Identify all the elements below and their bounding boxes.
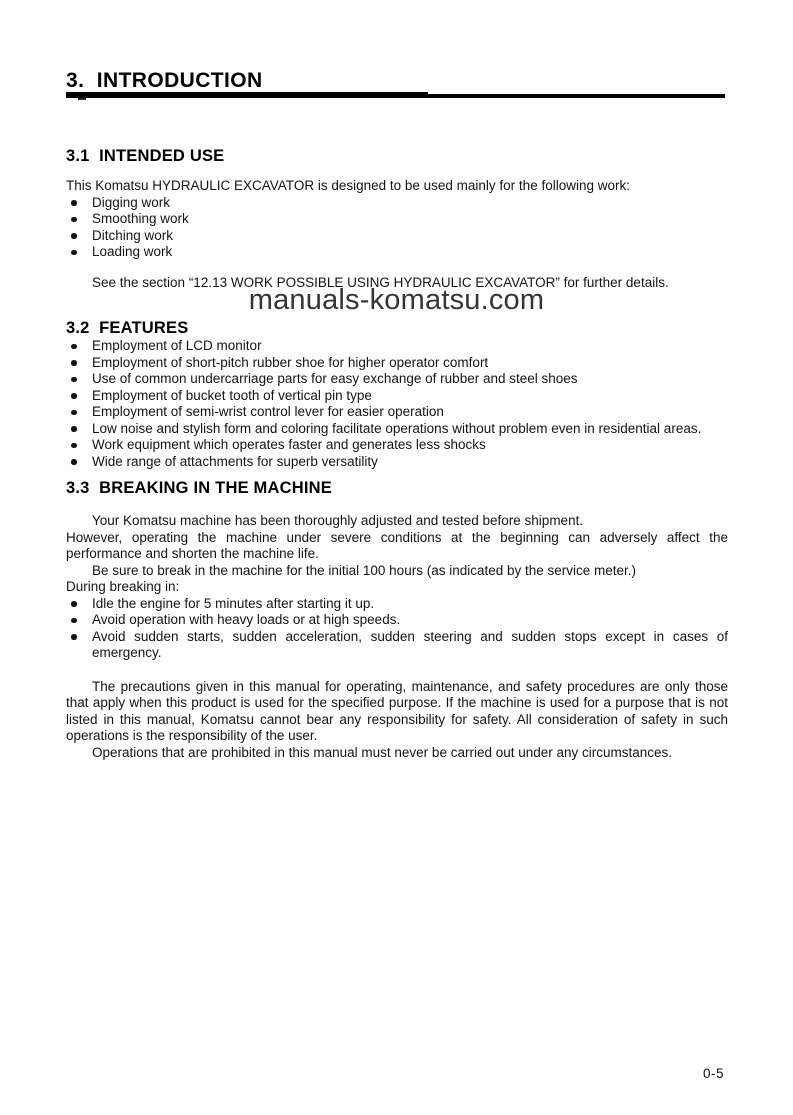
list-item: Employment of bucket tooth of vertical pin type — [66, 388, 728, 405]
section-heading-features: 3.2 FEATURES — [66, 319, 189, 337]
breaking-in-list — [66, 596, 728, 662]
list-item: Digging work — [66, 195, 728, 212]
prohibited-paragraph: Operations that are prohibited in this manual must never be carried out under any circumstances. — [92, 744, 673, 760]
page-number: 0-5 — [703, 1066, 725, 1081]
list-item: Employment of semi-wrist control lever for easier operation — [66, 404, 728, 421]
intended-use-intro: This Komatsu HYDRAULIC EXCAVATOR is designed to be used mainly for the following work: — [66, 178, 630, 193]
list-item: Idle the engine for 5 minutes after starting it up. — [66, 596, 728, 613]
scan-artifact — [78, 97, 86, 100]
list-item: Work equipment which operates faster and generates less shocks — [66, 437, 728, 454]
section-heading-intended-use: 3.1 INTENDED USE — [66, 147, 225, 165]
title-underline — [66, 94, 725, 98]
precautions-paragraph: The precautions given in this manual for operating, maintenance, and safety procedures are only those that apply when this product is used for the specified purpose. If the machine is used for a purpose that is not listed in this manual, Komatsu cannot bear any responsibility for safety. All consideration of safety in such operations is the responsibility of the user. — [66, 678, 728, 743]
list-item: Employment of short-pitch rubber shoe for higher operator comfort — [66, 355, 728, 372]
breaking-in-paragraph: During breaking in: — [66, 579, 180, 594]
list-item: Use of common undercarriage parts for easy exchange of rubber and steel shoes — [66, 371, 728, 388]
list-item: Avoid operation with heavy loads or at high speeds. — [66, 612, 728, 629]
list-item: Avoid sudden starts, sudden acceleration, sudden steering and sudden stops except in cases of emergency. — [66, 629, 728, 662]
breaking-in-paragraph: However, operating the machine under severe conditions at the beginning can adversely affect the performance and shorten the machine life. — [66, 529, 728, 561]
list-item: Ditching work — [66, 228, 728, 245]
scan-artifact — [452, 95, 468, 97]
list-item: Low noise and stylish form and coloring facilitate operations without problem even in residential areas. — [66, 421, 728, 438]
list-item: Loading work — [66, 244, 728, 261]
list-item: Smoothing work — [66, 211, 728, 228]
list-item: Employment of LCD monitor — [66, 338, 728, 355]
list-item: Wide range of attachments for superb versatility — [66, 454, 728, 471]
breaking-in-paragraph: Be sure to break in the machine for the initial 100 hours (as indicated by the service meter.) — [92, 562, 637, 578]
watermark: manuals-komatsu.com — [248, 284, 545, 316]
see-section-note: See the section “12.13 WORK POSSIBLE USING HYDRAULIC EXCAVATOR” for further details. — [92, 274, 669, 290]
scan-artifact — [662, 94, 676, 96]
chapter-title: 3. INTRODUCTION — [66, 69, 263, 92]
intended-use-list — [66, 195, 728, 261]
features-list — [66, 338, 728, 470]
breaking-in-paragraph: Your Komatsu machine has been thoroughly adjusted and tested before shipment. — [92, 513, 584, 528]
scan-artifact — [645, 94, 657, 96]
section-heading-breaking-in: 3.3 BREAKING IN THE MACHINE — [66, 479, 332, 497]
